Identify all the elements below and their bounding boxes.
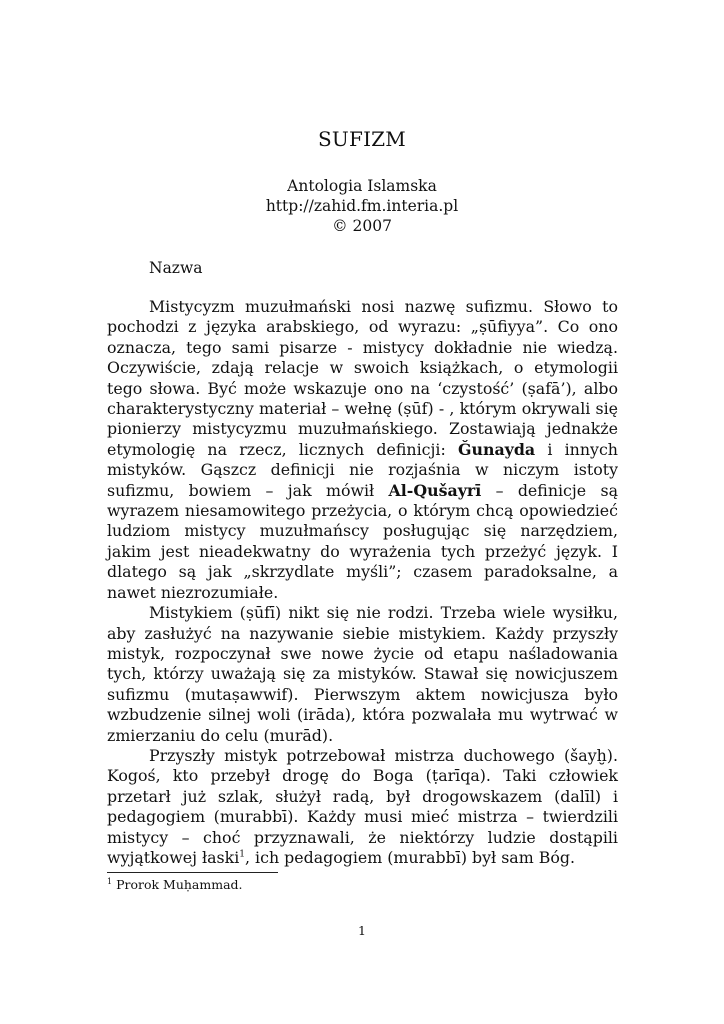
document-meta [0,176,724,236]
document-title: SUFIZM [318,127,406,151]
document-url: http://zahid.fm.interia.pl [265,197,459,215]
footnote-text: Prorok Muḥammad. [112,877,243,892]
section-heading: Nazwa [149,259,203,277]
page-number: 1 [358,923,366,938]
paragraph-1-text-c: – definicje są wyrazem niesamowitego przeżycia, o którym chcą opowiedzieć ludziom mistycy muzułmańscy posługując się narzędziem, jakim jest nieadekwatny do wyrażenia tych przeżyć język. I dlatego są jak „skrzydlate myśli”; czasem paradoksalne, a nawet niezrozumiałe. [107,480,618,602]
footnote-divider [107,872,278,873]
paragraph-3-text-a: Przyszły mistyk potrzebował mistrza duchowego (šayḫ). Kogoś, kto przebył drogę do Boga (ṭarīqa). Taki człowiek przetarł już szlak, służył radą, był drogowskazem (dalīl) i pedagogiem (murabbī). Każdy musi mieć mistrza – twierdzili mistycy – choć przyznawali, że niektórzy ludzie dostąpili wyjątkowej łaski [107,745,618,867]
paragraph-3-text-b: , ich pedagogiem (murabbī) był sam Bóg. [245,847,575,867]
paragraph-1-text-b: i innych mistyków. Gąszcz definicji nie rozjaśnia w niczym istoty sufizmu, bowiem – jak mówił [107,439,618,500]
footnote-reference: 1 [239,849,245,860]
name-al-qusayri: Al-Qušayrī [388,480,482,500]
document-copyright: © 2007 [332,217,392,235]
footnote-number: 1 [107,876,113,886]
paragraph-3 [107,746,618,868]
footnote [107,877,243,892]
paragraph-2: Mistykiem (ṣūfī) nikt się nie rodzi. Trzeba wiele wysiłku, aby zasłużyć na nazywanie siebie mistykiem. Każdy przyszły mistyk, rozpoczynał swe nowe życie od etapu naśladowania tych, którzy uważają się za mistyków. Stawał się nowicjuszem sufizmu (mutaṣawwif). Pierwszym aktem nowicjusza było wzbudzenie silnej woli (irāda), która pozwalała mu wytrwać w zmierzaniu do celu (murād). [107,603,618,745]
paragraph-1-text-a: Mistycyzm muzułmański nosi nazwę sufizmu. Słowo to pochodzi z języka arabskiego, od wyrazu: „ṣūfiyya”. Co ono oznacza, tego sami pisarze - mistycy dokładnie nie wiedzą. Oczywiście, zdają relacje w swoich książkach, o etymologii tego słowa. Być może wskazuje ono na ‘czystość’ (ṣafā’), albo charakterystyczny materiał – wełnę (ṣūf) - , którym okrywali się pionierzy mistycyzmu muzułmańskiego. Zostawiają jednakże etymologię na rzecz, licznych definicji: [107,297,618,459]
document-subtitle: Antologia Islamska [287,177,437,195]
paragraph-1 [107,297,618,603]
name-gunayd: Ǧunayda [457,439,536,459]
body-text [107,297,618,868]
